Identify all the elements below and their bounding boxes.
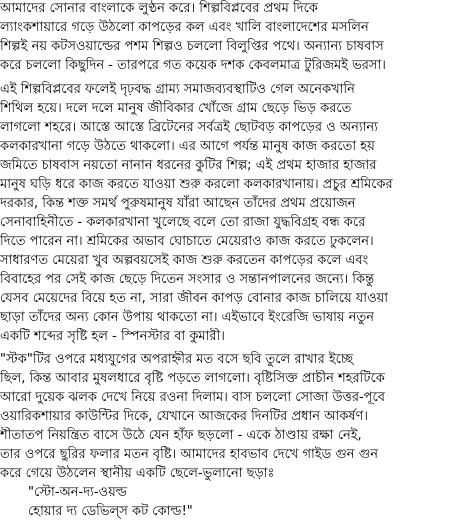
text-line: কলকারখানা গড়ে উঠতে থাকলো। এর আগে পর্যন্ত মানুষ কাজ করতো হয় xyxy=(0,139,375,154)
text-line: এই শিল্পবিপ্লবের ফলেই দৃঢ়বদ্ধ গ্রাম্য সমাজব্যবস্থাটিও গেল অনেকখানি xyxy=(0,82,355,97)
text-line: করে গেয়ে উঠলেন স্থানীয় একটি ছেলে-ভুলানো ছড়াঃ xyxy=(0,466,275,481)
text-line: শীতাতপ নিয়ন্ত্রিত বাসে উঠে যেন হাঁফ ছড়লো - একে ঠাণ্ডায় রক্ষা নেই, xyxy=(0,428,362,443)
text-line: ছাড়া তাঁদের অন্য কোন উপায় থাকতো না। এইভাবে ইংরেজি ভাষায় নতুন xyxy=(0,310,374,325)
text-line: একটি শব্দের সৃষ্টি হল - স্পিনস্টার বা কুমারী। xyxy=(0,329,225,344)
text-line: জমিতে চাষবাস নয়তো নানান ধরনের কুটির শিল্প; এই প্রথম হাজার হাজার xyxy=(0,158,377,173)
text-line: ছিল, কিন্ত আবার মুষলধারে বৃষ্টি পড়তে লাগলো। বৃষ্টিসিক্ত প্রাচীন শহরটিকে xyxy=(0,371,385,386)
text-line: শিল্পই নয় কটসওয়াল্ডের পশম শিল্পও চললো বিলুপ্তির পথে। অন্যান্য চাষবাস xyxy=(0,39,384,54)
text-line: সেনাবাহিনীতে - কলকারখানা খুলেছে বলে তো রাজা যুদ্ধবিগ্রহ বন্ধ করে xyxy=(0,215,366,230)
text-line: "স্টক"টির ওপরে মধ্যযুগের অপরাহ্নীর মত বসে ছবি তুলে রাখার ইচ্ছে xyxy=(0,352,354,367)
text-line: লাগলো শহরে। আস্তে আস্তে ব্রিটেনের সর্বত্রই ছোটবড় কাপড়ের ও অন্যান্য xyxy=(0,120,378,135)
text-line: মানুষ ঘড়ি ধরে কাজ করতে যাওয়া শুরু করলো কলকারখানায়। প্রচুর শ্রমিকের xyxy=(0,177,393,192)
text-line: শিথিল হয়ে। দলে দলে মানুষ জীবিকার খোঁজে গ্রাম ছেড়ে ভিড় করতে xyxy=(0,101,352,116)
text-line: আরো দুয়েক ঝলক দেখে নিয়ে রওনা দিলাম। বাস চললো সোজা উত্তর-পূবে xyxy=(0,390,385,405)
text-line: বিবাহের পর সেই কাজ ছেড়ে দিতেন সংসার ও সন্তানপালনের জন্যে। কিন্তু xyxy=(0,272,375,287)
text-line: যেসব মেয়েদের বিয়ে হত না, সারা জীবন কাপড় বোনার কাজ চালিয়ে যাওয়া xyxy=(0,291,389,306)
text-line: ল্যাংকশায়ারে গড়ে উঠলো কাপড়ের কল এবং খালি বাংলাদেশের মসলিন xyxy=(0,20,369,35)
text-line: ওয়ারিকশায়ার কাউন্টির দিকে, যেখানে আজকের দিনটির প্রধান আকর্ষণ। xyxy=(0,409,369,424)
text-line: আমাদের সোনার বাংলাকে লুণ্ঠন করে। শিল্পবিপ্লবের প্রথম দিকে xyxy=(0,1,318,16)
rhyme-line: "স্টো-অন-দ্য-ওয়ল্ড xyxy=(28,485,127,500)
text-line: দরকার, কিন্ত শক্ত সমর্থ পুরুষমানুষ যাঁরা আছেন তাঁদের প্রথম প্রয়োজন xyxy=(0,196,356,211)
text-line: দিতে পারেন না। শ্রমিকের অভাব ঘোচাতে মেয়েরাও কাজ করতে ঢুকলেন। xyxy=(0,234,374,249)
text-line: সাধারণত মেয়েরা খুব অল্পবয়সেই কাজ শুরু করতেন কাপড়ের কলে এবং xyxy=(0,253,369,268)
rhyme-line: হোয়ার দ্য ডেভিল্স কট কোল্ড!" xyxy=(28,504,193,519)
text-line: করে চললো কিছুদিন - তারপরে গত কয়েক দশক কেবলমাত্র টুরিজমই ভরসা। xyxy=(0,58,386,73)
text-line: তার ওপরে ছুরির ফলার মতন বৃষ্টি। আমাদের হাবভাব দেখে গাইড গুন গুন xyxy=(0,447,378,462)
